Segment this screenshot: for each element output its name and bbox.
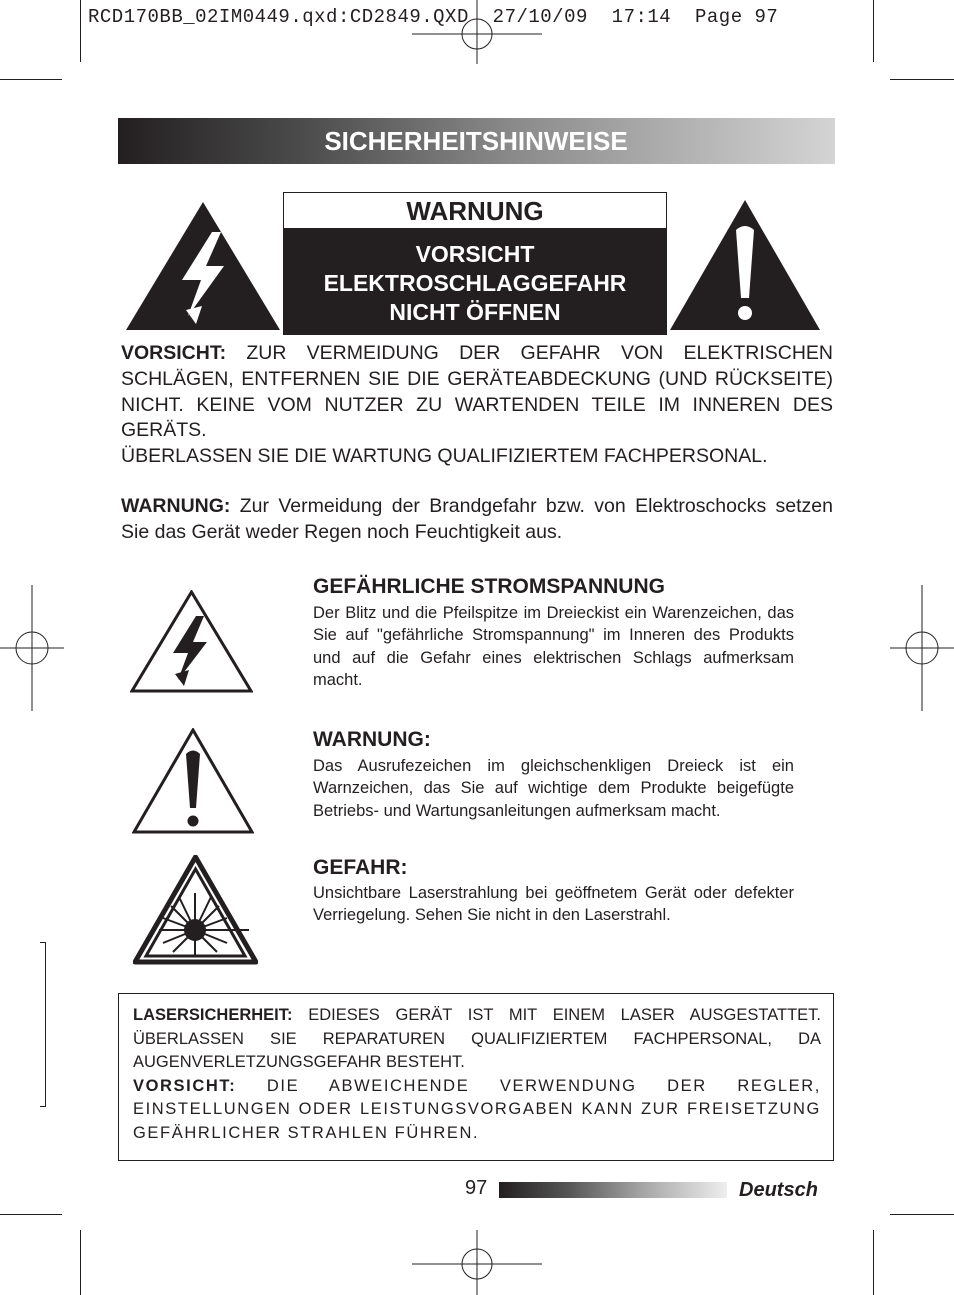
- warning-label-line: VORSICHT: [415, 241, 535, 267]
- registration-mark-bottom: [412, 1230, 542, 1295]
- exclamation-outline-icon: [132, 728, 254, 834]
- laser-safety-box: [118, 993, 834, 1161]
- caution-text: ZUR VERMEIDUNG DER GEFAHR VON ELEKTRISCHEN SCHLÄGEN, ENTFERNEN SIE DIE GERÄTEABDECKUNG (UND RÜCKSEITE) NICHT. KEINE VOM NUTZER ZU WARTENDEN TEILE IM INNEREN DES GERÄTS.: [121, 342, 833, 442]
- footer-gradient-bar: [499, 1182, 727, 1198]
- warning-label: [283, 192, 667, 335]
- laser-caution-label: VORSICHT:: [133, 1076, 237, 1095]
- section-text-danger: Unsichtbare Laserstrahlung bei geöffnetem Gerät oder defekter Verriegelung. Sehen Sie nicht in den Laserstrahl.: [313, 884, 794, 925]
- title-bar: [118, 118, 835, 164]
- warning-label-title: WARNUNG: [406, 196, 544, 226]
- registration-mark-left: [0, 585, 64, 711]
- warning-label-body: [284, 228, 666, 334]
- laser-safety-text: [133, 1004, 821, 1145]
- laser-safety-label: LASERSICHERHEIT:: [133, 1006, 293, 1024]
- lightning-triangle-icon: [126, 202, 280, 332]
- caution-paragraph: [121, 341, 833, 470]
- laser-caution-body: DIE ABWEICHENDE VERWENDUNG DER REGLER, EINSTELLUNGEN ODER LEISTUNGSVORGABEN KANN ZUR FREISETZUNG GEFÄHRLICHER STRAHLEN FÜHREN.: [133, 1076, 821, 1142]
- laser-warning-icon: [133, 855, 258, 965]
- warning-label-line: NICHT ÖFFNEN: [389, 299, 561, 325]
- footer-language: Deutsch: [739, 1179, 818, 1201]
- warning-paragraph: [121, 494, 833, 546]
- exclamation-triangle-icon: [670, 200, 820, 332]
- registration-mark-right: [890, 585, 954, 711]
- section-text-warning: Das Ausrufezeichen im gleichschenkligen Dreieck ist ein Warnzeichen, das Sie auf wichtige dem Produkte beigefügte Betriebs- und Wartungsanleitungen aufmerksam macht.: [313, 757, 794, 820]
- section-title-danger: GEFAHR:: [313, 856, 408, 879]
- warning-label-bold: WARNUNG:: [121, 495, 231, 517]
- caution-label: VORSICHT:: [121, 342, 227, 364]
- caution-text-2: ÜBERLASSEN SIE DIE WARTUNG QUALIFIZIERTEM FACHPERSONAL.: [121, 445, 768, 468]
- page-number: 97: [465, 1177, 488, 1199]
- section-title-voltage: GEFÄHRLICHE STROMSPANNUNG: [313, 575, 665, 598]
- warning-text: Zur Vermeidung der Brandgefahr bzw. von Elektroschocks setzen Sie das Gerät weder Regen noch Feuchtigkeit aus.: [121, 495, 833, 543]
- page-title: SICHERHEITSHINWEISE: [324, 126, 628, 156]
- section-text-voltage: Der Blitz und die Pfeilspitze im Dreieckist ein Warenzeichen, das Sie auf "gefährliche Stromspannung" im Inneren des Produkts und auf die Gefahr eines elektrischen Schlags aufmerksam macht.: [313, 604, 794, 689]
- lightning-outline-icon: [130, 590, 253, 694]
- print-slug: RCD170BB_02IM0449.qxd:CD2849.QXD 27/10/09 17:14 Page 97: [88, 6, 779, 28]
- section-title-warning: WARNUNG:: [313, 728, 431, 751]
- warning-label-line: ELEKTROSCHLAGGEFAHR: [323, 270, 627, 296]
- laser-safety-body: EDIESES GERÄT IST MIT EINEM LASER AUSGESTATTET. ÜBERLASSEN SIE REPARATUREN QUALIFIZIERTEM FACHPERSONAL, DA AUGENVERLETZUNGSGEFAHR BESTEHT.: [133, 1006, 821, 1071]
